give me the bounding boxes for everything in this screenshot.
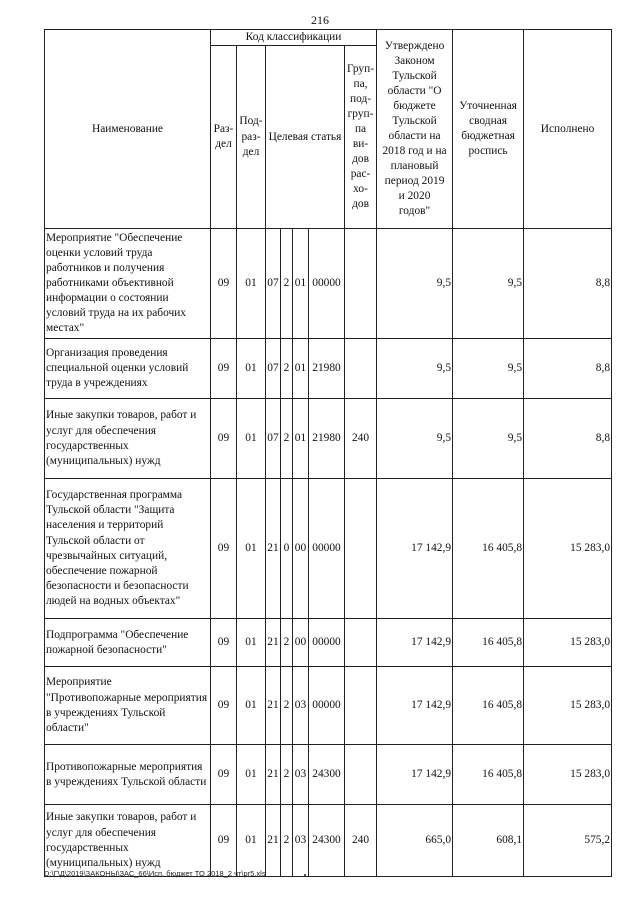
row-approved: 17 142,9 bbox=[377, 745, 453, 805]
row-executed: 15 283,0 bbox=[524, 745, 612, 805]
row-target-article-direction: 00000 bbox=[309, 619, 345, 667]
row-executed: 575,2 bbox=[524, 805, 612, 877]
row-section: 09 bbox=[211, 399, 237, 479]
row-target-article-direction: 24300 bbox=[309, 805, 345, 877]
row-target-article-direction: 24300 bbox=[309, 745, 345, 805]
row-approved: 9,5 bbox=[377, 399, 453, 479]
row-name: Подпрограмма "Обеспечение пожарной безопасности" bbox=[45, 619, 211, 667]
row-name: Организация проведения специальной оценки условий труда в учреждениях bbox=[45, 339, 211, 399]
table-row bbox=[45, 667, 612, 745]
row-target-article-event: 01 bbox=[293, 399, 309, 479]
row-expense-group bbox=[345, 667, 377, 745]
row-target-article-program: 21 bbox=[266, 745, 281, 805]
row-expense-group: 240 bbox=[345, 805, 377, 877]
row-executed: 8,8 bbox=[524, 399, 612, 479]
header-classification-code: Код классификации bbox=[211, 30, 377, 46]
row-target-article-program: 21 bbox=[266, 667, 281, 745]
row-name: Противопожарные мероприятия в учреждениях Тульской области bbox=[45, 745, 211, 805]
row-expense-group bbox=[345, 745, 377, 805]
row-section: 09 bbox=[211, 745, 237, 805]
row-subsection: 01 bbox=[237, 479, 266, 619]
file-path-footer: D:\Г\Д\2019\ЗАКОНЫ\ЗАС_66\Исп. бюджет ТО 2018_2 чт\pr5.xls bbox=[44, 869, 266, 878]
row-refined: 608,1 bbox=[453, 805, 524, 877]
row-target-article-subprogram: 2 bbox=[281, 667, 293, 745]
header-expense-group: Груп- па, под- груп- па ви- дов рас- хо- дов bbox=[345, 46, 377, 229]
row-name: Иные закупки товаров, работ и услуг для обеспечения государственных (муниципальных) нужд bbox=[45, 399, 211, 479]
row-approved: 17 142,9 bbox=[377, 619, 453, 667]
row-target-article-program: 21 bbox=[266, 619, 281, 667]
row-target-article-direction: 00000 bbox=[309, 667, 345, 745]
table-row bbox=[45, 399, 612, 479]
row-target-article-event: 01 bbox=[293, 339, 309, 399]
row-name: Мероприятие "Обеспечение оценки условий труда работников и получения работниками объективной информации о состоянии условий труда на их рабочих местах" bbox=[45, 229, 211, 339]
row-section: 09 bbox=[211, 619, 237, 667]
row-section: 09 bbox=[211, 229, 237, 339]
row-target-article-direction: 21980 bbox=[309, 339, 345, 399]
row-refined: 16 405,8 bbox=[453, 667, 524, 745]
row-target-article-program: 07 bbox=[266, 339, 281, 399]
row-refined: 9,5 bbox=[453, 399, 524, 479]
row-target-article-subprogram: 2 bbox=[281, 399, 293, 479]
row-executed: 15 283,0 bbox=[524, 479, 612, 619]
header-row-1 bbox=[45, 30, 612, 46]
table-row bbox=[45, 745, 612, 805]
row-target-article-direction: 00000 bbox=[309, 479, 345, 619]
row-name: Иные закупки товаров, работ и услуг для обеспечения государственных (муниципальных) нужд bbox=[45, 805, 211, 877]
row-refined: 16 405,8 bbox=[453, 745, 524, 805]
row-target-article-subprogram: 2 bbox=[281, 745, 293, 805]
row-target-article-direction: 00000 bbox=[309, 229, 345, 339]
row-expense-group bbox=[345, 479, 377, 619]
row-executed: 15 283,0 bbox=[524, 619, 612, 667]
row-subsection: 01 bbox=[237, 399, 266, 479]
table-row bbox=[45, 339, 612, 399]
row-refined: 16 405,8 bbox=[453, 619, 524, 667]
header-refined: Уточненная сводная бюджетная роспись bbox=[453, 30, 524, 229]
table-row bbox=[45, 479, 612, 619]
row-target-article-program: 21 bbox=[266, 805, 281, 877]
table-row bbox=[45, 619, 612, 667]
row-approved: 9,5 bbox=[377, 339, 453, 399]
row-subsection: 01 bbox=[237, 667, 266, 745]
row-executed: 8,8 bbox=[524, 229, 612, 339]
row-executed: 15 283,0 bbox=[524, 667, 612, 745]
row-name: Государственная программа Тульской области "Защита населения и территорий Тульской области от чрезвычайных ситуаций, обеспечение пожарной безопасности и безопасности людей на водных объектах" bbox=[45, 479, 211, 619]
row-target-article-event: 01 bbox=[293, 229, 309, 339]
row-expense-group bbox=[345, 619, 377, 667]
page-number: 216 bbox=[311, 13, 329, 27]
row-target-article-event: 03 bbox=[293, 745, 309, 805]
row-section: 09 bbox=[211, 667, 237, 745]
row-section: 09 bbox=[211, 805, 237, 877]
row-approved: 17 142,9 bbox=[377, 479, 453, 619]
row-section: 09 bbox=[211, 479, 237, 619]
row-target-article-program: 07 bbox=[266, 229, 281, 339]
header-approved: Утверждено Законом Тульской области "О бюджете Тульской области на 2018 год и на плановый период 2019 и 2020 годов" bbox=[377, 30, 453, 229]
row-target-article-program: 07 bbox=[266, 399, 281, 479]
row-target-article-event: 00 bbox=[293, 479, 309, 619]
row-refined: 9,5 bbox=[453, 339, 524, 399]
row-expense-group bbox=[345, 229, 377, 339]
row-expense-group: 240 bbox=[345, 399, 377, 479]
row-approved: 665,0 bbox=[377, 805, 453, 877]
row-refined: 9,5 bbox=[453, 229, 524, 339]
row-section: 09 bbox=[211, 339, 237, 399]
table-row bbox=[45, 229, 612, 339]
header-name: Наименование bbox=[45, 30, 211, 229]
header-executed: Исполнено bbox=[524, 30, 612, 229]
row-target-article-subprogram: 2 bbox=[281, 619, 293, 667]
row-subsection: 01 bbox=[237, 339, 266, 399]
stray-dot bbox=[304, 874, 306, 876]
row-target-article-subprogram: 2 bbox=[281, 805, 293, 877]
table-row bbox=[45, 805, 612, 877]
row-target-article-direction: 21980 bbox=[309, 399, 345, 479]
row-subsection: 01 bbox=[237, 229, 266, 339]
row-refined: 16 405,8 bbox=[453, 479, 524, 619]
row-expense-group bbox=[345, 339, 377, 399]
budget-table bbox=[44, 29, 612, 877]
row-target-article-subprogram: 2 bbox=[281, 339, 293, 399]
row-subsection: 01 bbox=[237, 805, 266, 877]
row-subsection: 01 bbox=[237, 619, 266, 667]
row-target-article-subprogram: 0 bbox=[281, 479, 293, 619]
header-subsection: Под- раз- дел bbox=[237, 46, 266, 229]
row-target-article-event: 03 bbox=[293, 667, 309, 745]
row-target-article-event: 03 bbox=[293, 805, 309, 877]
row-approved: 17 142,9 bbox=[377, 667, 453, 745]
row-target-article-subprogram: 2 bbox=[281, 229, 293, 339]
row-subsection: 01 bbox=[237, 745, 266, 805]
row-target-article-program: 21 bbox=[266, 479, 281, 619]
row-approved: 9,5 bbox=[377, 229, 453, 339]
header-section: Раз- дел bbox=[211, 46, 237, 229]
row-target-article-event: 00 bbox=[293, 619, 309, 667]
row-name: Мероприятие "Противопожарные мероприятия в учреждениях Тульской области" bbox=[45, 667, 211, 745]
row-executed: 8,8 bbox=[524, 339, 612, 399]
header-target-article: Целевая статья bbox=[266, 46, 345, 229]
